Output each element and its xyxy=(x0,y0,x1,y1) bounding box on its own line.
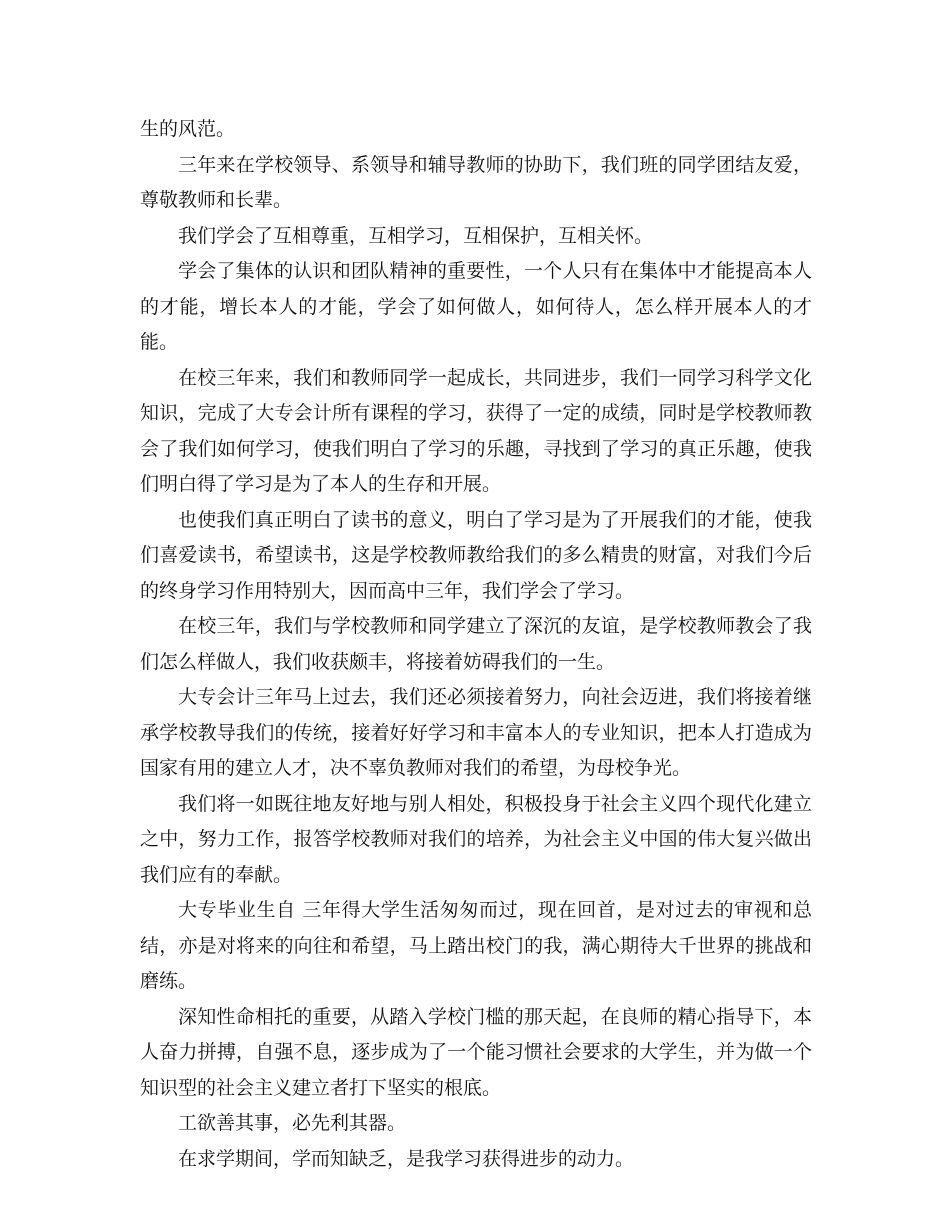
paragraph-growth: 深知性命相托的重要，从踏入学校门槛的那天起，在良师的精心指导下，本人奋力拼搏，自强不息，逐步成为了一个能习惯社会要求的大学生，并为做一个知识型的社会主义建立者打下坚实的根底。 xyxy=(140,1005,812,1099)
paragraph-friendship: 在校三年，我们与学校教师和同学建立了深沉的友谊，是学校教师教会了我们怎么样做人，我们收获颇丰，将接着妨碍我们的一生。 xyxy=(140,615,812,673)
paragraph-mutual-respect: 我们学会了互相尊重，互相学习，互相保护，互相关怀。 xyxy=(178,224,654,247)
paragraph-gratitude: 三年来在学校领导、系领导和辅导教师的协助下，我们班的同学团结友爱，尊敬教师和长辈。 xyxy=(140,153,812,211)
paragraph-self-review: 大专毕业生自 三年得大学生活匆匆而过，现在回首，是对过去的审视和总结，亦是对将来的向往和希望，马上踏出校门的我，满心期待大千世界的挑战和磨练。 xyxy=(140,899,812,992)
paragraph-continuation: 生的风范。 xyxy=(140,118,236,140)
paragraph-contribution: 我们将一如既往地友好地与别人相处，积极投身于社会主义四个现代化建立之中，努力工作，报答学校教师对我们的培养，为社会主义中国的伟大复兴做出我们应有的奉献。 xyxy=(140,792,812,886)
paragraph-proverb: 工欲善其事，必先利其器。 xyxy=(178,1112,407,1134)
paragraph-study-period: 在求学期间，学而知缺乏，是我学习获得进步的动力。 xyxy=(178,1147,635,1170)
paragraph-future: 大专会计三年马上过去，我们还必须接着努力，向社会迈进，我们将接着继承学校教导我们的传统，接着好好学习和丰富本人的专业知识，把本人打造成为国家有用的建立人才，决不辜负教师对我们的希望，为母校争光。 xyxy=(140,686,812,779)
paragraph-team-spirit: 学会了集体的认识和团队精神的重要性，一个人只有在集体中才能提高本人的才能，增长本人的才能，学会了如何做人，如何待人，怎么样开展本人的才能。 xyxy=(140,260,812,353)
document-body xyxy=(140,112,812,1177)
paragraph-reading: 也使我们真正明白了读书的意义，明白了学习是为了开展我们的才能，使我们喜爱读书，希望读书，这是学校教师教给我们的多么精贵的财富，对我们今后的终身学习作用特别大，因而高中三年，我们学会了学习。 xyxy=(140,508,812,602)
paragraph-learning: 在校三年来，我们和教师同学一起成长，共同进步，我们一同学习科学文化知识，完成了大专会计所有课程的学习，获得了一定的成绩，同时是学校教师教会了我们如何学习，使我们明白了学习的乐趣，寻找到了学习的真正乐趣，使我们明白得了学习是为了本人的生存和开展。 xyxy=(140,366,812,495)
